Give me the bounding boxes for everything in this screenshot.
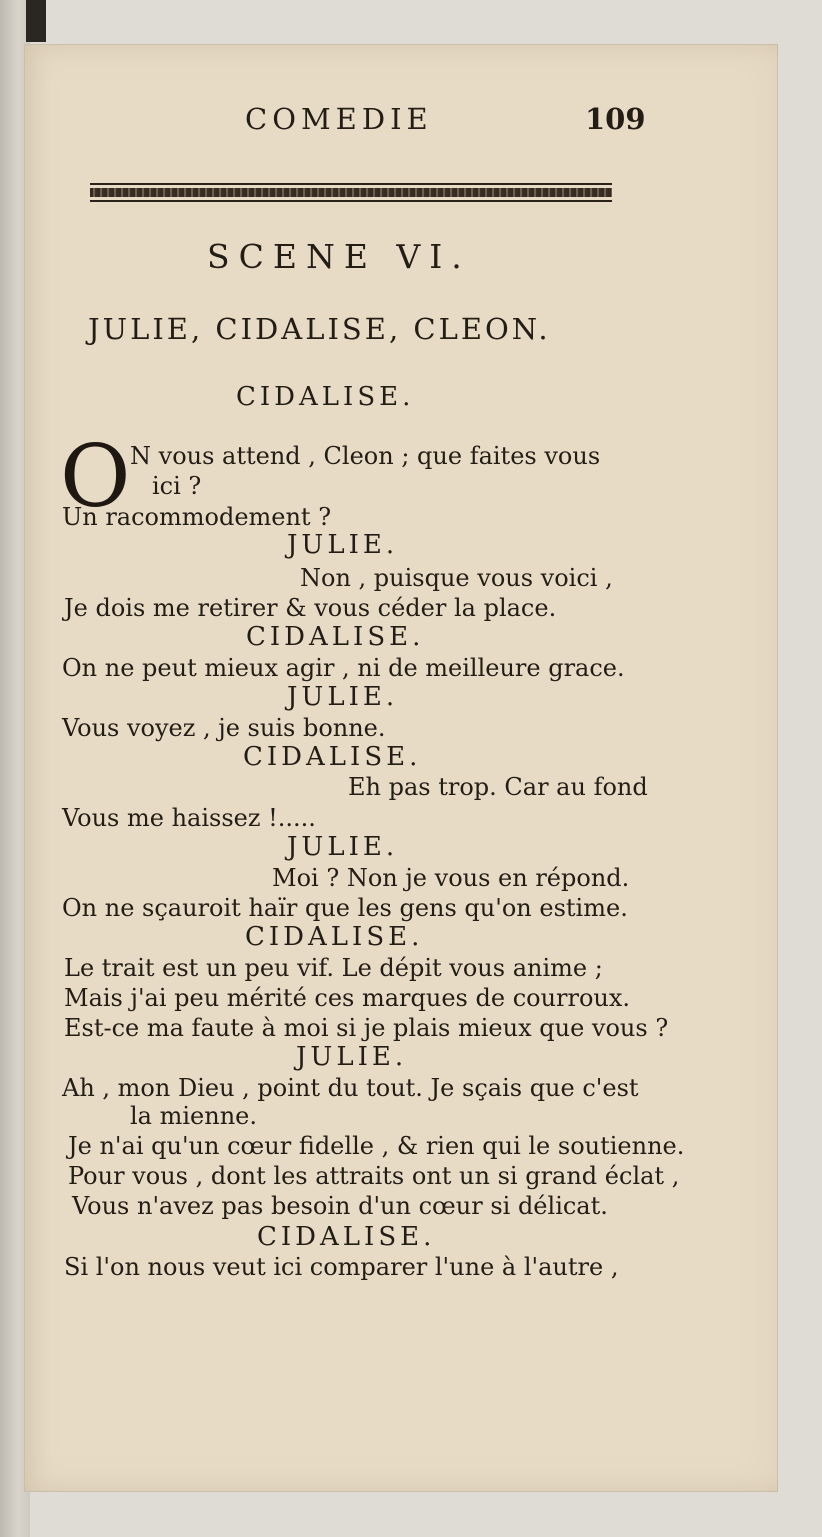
- binding-edge: [26, 0, 46, 42]
- verse-line: Je dois me retirer & vous céder la place.: [64, 594, 557, 622]
- scene-title: SCENE VI.: [207, 237, 471, 276]
- verse-line: ici ?: [152, 472, 202, 500]
- speaker-heading: JULIE.: [287, 832, 399, 862]
- verse-line: Si l'on nous veut ici comparer l'une à l'autre ,: [64, 1253, 619, 1281]
- rule-bottom-line: [90, 200, 612, 202]
- verse-line: Vous me haissez !.....: [62, 804, 316, 832]
- verse-line: Eh pas trop. Car au fond: [348, 773, 648, 801]
- speaker-heading: CIDALISE.: [243, 742, 422, 772]
- verse-line: Pour vous , dont les attraits ont un si grand éclat ,: [68, 1162, 680, 1190]
- speaker-heading: CIDALISE.: [257, 1222, 436, 1252]
- drop-cap: O: [60, 427, 131, 527]
- cast-list: JULIE, CIDALISE, CLEON.: [88, 312, 551, 346]
- verse-line: Vous n'avez pas besoin d'un cœur si délicat.: [72, 1192, 608, 1220]
- running-head: COMEDIE: [245, 102, 433, 136]
- verse-line: Vous voyez , je suis bonne.: [62, 714, 386, 742]
- speaker-heading: CIDALISE.: [246, 622, 425, 652]
- verse-line: Le trait est un peu vif. Le dépit vous anime ;: [64, 954, 603, 982]
- speaker-heading: JULIE.: [287, 530, 399, 560]
- verse-line: Moi ? Non je vous en répond.: [272, 864, 630, 892]
- verse-line: la mienne.: [130, 1102, 257, 1130]
- verse-line: Je n'ai qu'un cœur fidelle , & rien qui le soutienne.: [68, 1132, 685, 1160]
- rule-top-line: [90, 183, 612, 185]
- page-number: 109: [585, 102, 646, 136]
- speaker-heading: JULIE.: [287, 682, 399, 712]
- speaker-heading: CIDALISE.: [236, 382, 415, 412]
- verse-line: On ne sçauroit haïr que les gens qu'on estime.: [62, 894, 628, 922]
- verse-line: Est-ce ma faute à moi si je plais mieux que vous ?: [64, 1014, 669, 1042]
- verse-line: Mais j'ai peu mérité ces marques de courroux.: [64, 984, 631, 1012]
- verse-line: Non , puisque vous voici ,: [300, 564, 613, 592]
- speaker-heading: JULIE.: [296, 1042, 408, 1072]
- verse-line: On ne peut mieux agir , ni de meilleure grace.: [62, 654, 625, 682]
- ornamental-rule: [90, 183, 612, 203]
- verse-line: Ah , mon Dieu , point du tout. Je sçais que c'est: [62, 1074, 639, 1102]
- verse-line: N vous attend , Cleon ; que faites vous: [130, 442, 601, 470]
- rule-band: [90, 188, 612, 197]
- verse-line: Un racommodement ?: [62, 503, 332, 531]
- speaker-heading: CIDALISE.: [245, 922, 424, 952]
